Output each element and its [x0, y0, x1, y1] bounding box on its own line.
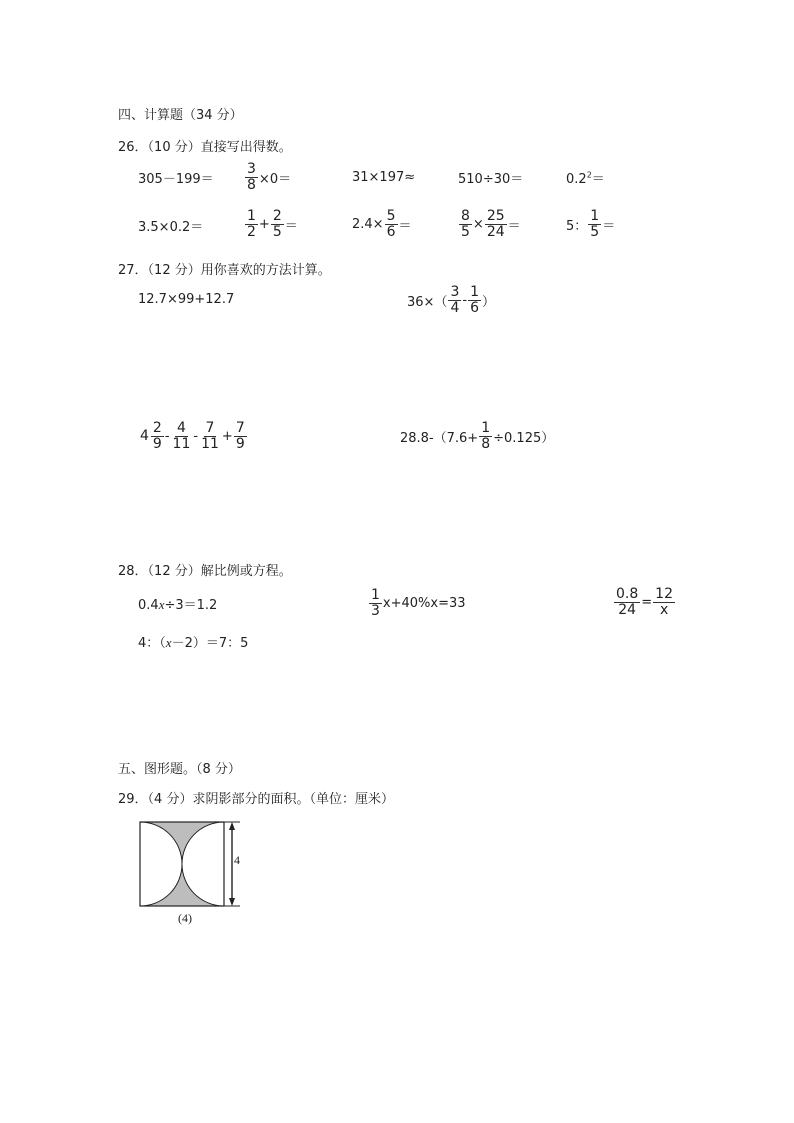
fraction: $\frac{1}{6}$	[470, 284, 479, 316]
dimension-label: 4	[234, 853, 240, 867]
q28-e1: 0.4x÷3＝1.2	[138, 597, 218, 613]
arrow-up	[229, 822, 235, 830]
q27-e2: 36×（ $\frac{3}{4}$ - $\frac{1}{6}$ ）	[407, 284, 495, 316]
fraction: $\frac{2}{9}$	[152, 420, 162, 452]
q26-r2-d: $\frac{8}{5}$ × $\frac{25}{24}$ ＝	[461, 208, 521, 240]
q26-r1-c: 31×197≈	[352, 170, 416, 185]
q26-r2-e: 5： $\frac{1}{5}$ ＝	[566, 208, 616, 240]
fraction: $\frac{5}{6}$	[386, 208, 396, 240]
arrow-down	[229, 898, 235, 906]
fraction: $\frac{2}{5}$	[272, 208, 282, 240]
section-5-title: 五、图形题。（8 分）	[118, 762, 241, 777]
fraction: $\frac{0.8}{24}$	[616, 586, 639, 618]
fraction: $\frac{3}{4}$	[450, 284, 460, 316]
section-4-title: 四、计算题（34 分）	[118, 108, 243, 123]
q28-e3: $\frac{0.8}{24}$ = $\frac{12}{x}$	[616, 586, 673, 618]
q28-e4: 4：（x－2）＝7：5	[138, 635, 249, 651]
fraction: $\frac{1}{8}$	[481, 420, 491, 452]
shaded-area-figure	[130, 814, 260, 914]
fraction: $\frac{7}{11}$	[201, 420, 219, 452]
fraction: $\frac{8}{5}$	[461, 208, 470, 240]
fraction: $\frac{25}{24}$	[486, 208, 505, 240]
q27-e3: 4 $\frac{2}{9}$ - $\frac{4}{11}$ - $\frac{7}{11}$ + $\frac{7}{9}$	[140, 420, 245, 452]
q26-r2-c: 2.4× $\frac{5}{6}$ ＝	[352, 208, 412, 240]
q28-e2: $\frac{1}{3}$ x+40%x=33	[371, 587, 466, 619]
fraction: $\frac{1}{2}$	[247, 208, 256, 240]
q26-heading: 26．（10 分）直接写出得数。	[118, 140, 292, 155]
fraction: $\frac{12}{x}$	[655, 586, 673, 618]
fraction: $\frac{1}{3}$	[371, 587, 380, 619]
fraction: $\frac{1}{5}$	[590, 208, 600, 240]
q27-heading: 27．（12 分）用你喜欢的方法计算。	[118, 263, 331, 278]
q26-r2-b: $\frac{1}{2}$ + $\frac{2}{5}$ ＝	[247, 208, 298, 240]
fraction: $\frac{4}{11}$	[172, 420, 191, 452]
q28-heading: 28．（12 分）解比例或方程。	[118, 564, 292, 579]
q26-r1-b: $\frac{3}{8}$ ×0＝	[247, 161, 292, 193]
fraction: $\frac{3}{8}$	[247, 161, 256, 193]
q27-e4: 28.8-（7.6+ $\frac{1}{8}$ ÷0.125）	[400, 420, 555, 452]
q26-r1-e: $0.2^2=$	[566, 170, 605, 187]
q26-r1-a: 305－199＝	[138, 172, 214, 187]
fraction: $\frac{7}{9}$	[235, 420, 245, 452]
q27-e1: 12.7×99+12.7	[138, 292, 235, 307]
q29-heading: 29．（4 分）求阴影部分的面积。（单位：厘米）	[118, 792, 394, 807]
q26-r1-d: 510÷30＝	[458, 172, 524, 187]
q26-r2-a: 3.5×0.2＝	[138, 220, 204, 235]
figure-caption: (4)	[178, 911, 192, 925]
